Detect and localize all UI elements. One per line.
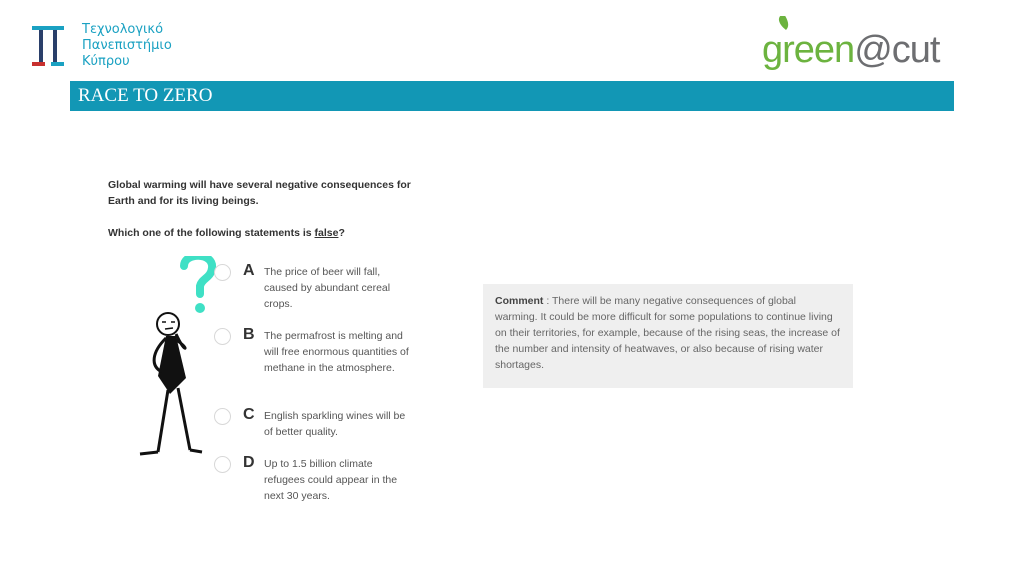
green-at-cut-logo	[762, 16, 952, 72]
option-b-radio[interactable]	[214, 328, 231, 345]
option-b-text: The permafrost is melting and will free enormous quantities of methane in the atmosphere.	[264, 330, 409, 374]
university-name-line-2: Πανεπιστήμιο	[82, 38, 172, 53]
question-prompt-end: ?	[338, 227, 345, 239]
comment-label: Comment	[495, 295, 544, 307]
comment-text: : There will be many negative consequences of global warming. It could be more difficult for some populations to continue living on their territories, for example, because of the rising seas, the increase of the number and intensity of heatwaves, or also because of rising water shortages.	[495, 295, 840, 371]
university-logo	[30, 22, 190, 72]
option-c-radio[interactable]	[214, 408, 231, 425]
option-d-text: Up to 1.5 billion climate refugees could appear in the next 30 years.	[264, 458, 398, 502]
title-banner: RACE TO ZERO	[70, 81, 954, 111]
option-c-letter: C	[243, 406, 255, 423]
option-d-radio[interactable]	[214, 456, 231, 473]
university-name-line-3: Κύπρου	[82, 54, 130, 69]
university-name	[82, 22, 172, 70]
svg-text:green@cut	[762, 29, 941, 71]
option-c-text: English sparkling wines will be of better quality.	[264, 410, 406, 438]
comment-box	[483, 284, 853, 388]
thinking-man-illustration	[132, 256, 222, 456]
brand-green-word: green	[762, 29, 855, 71]
question-prompt	[108, 225, 428, 241]
university-logo-icon	[30, 24, 66, 68]
question-block	[108, 177, 428, 241]
brand-cut-word: @cut	[854, 29, 940, 71]
option-d-letter: D	[243, 454, 255, 471]
option-a-text: The price of beer will fall, caused by abundant cereal crops.	[264, 266, 391, 310]
university-name-line-1: Τεχνολογικό	[82, 22, 164, 37]
option-a-letter: A	[243, 262, 255, 279]
question-intro: Global warming will have several negative consequences for Earth and for its living beings.	[108, 179, 411, 207]
question-prompt-start: Which one of the following statements is	[108, 227, 315, 239]
option-a-radio[interactable]	[214, 264, 231, 281]
option-b-letter: B	[243, 326, 255, 343]
question-prompt-emphasis: false	[314, 227, 339, 239]
